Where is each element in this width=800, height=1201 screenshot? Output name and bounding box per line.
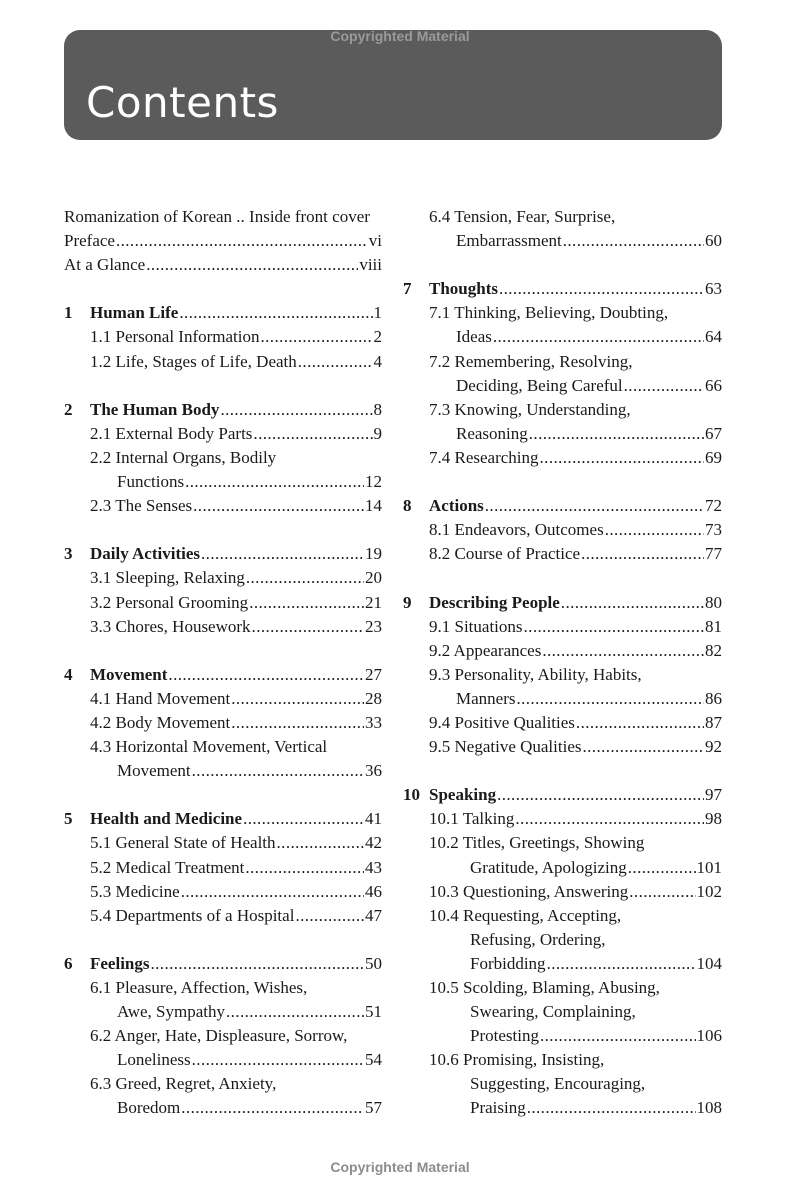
dot-leader (243, 807, 364, 831)
toc-entry[interactable] (64, 205, 382, 229)
dot-leader (576, 711, 704, 735)
page-number: 82 (705, 640, 722, 660)
dot-leader (192, 1048, 364, 1072)
chapter-number: 2 (64, 399, 73, 419)
toc-entry[interactable] (64, 350, 382, 374)
section-gap (64, 783, 382, 807)
dot-leader (624, 374, 704, 398)
page-number: 86 (705, 688, 722, 708)
entry-title: 3.3 Chores, Housework (90, 616, 251, 636)
page-number: 2 (373, 327, 382, 347)
entry-title: Human Life (90, 303, 179, 323)
toc-entry[interactable] (403, 229, 722, 253)
entry-title: 10.4 Requesting, Accepting, (429, 905, 622, 925)
entry-title: 7.2 Remembering, Resolving, (429, 351, 633, 371)
page-number: 66 (705, 375, 722, 395)
dot-leader (628, 856, 696, 880)
entry-title: 4.3 Horizontal Movement, Vertical (90, 737, 328, 757)
section-gap (403, 759, 722, 783)
toc-entry[interactable] (64, 856, 382, 880)
entry-title: 3.2 Personal Grooming (90, 592, 249, 612)
chapter-number: 9 (403, 592, 412, 612)
dot-leader (298, 350, 373, 374)
entry-title: Swearing, Complaining, (470, 1002, 636, 1022)
dot-leader (542, 639, 704, 663)
toc-entry[interactable] (64, 831, 382, 855)
entry-title: 6.2 Anger, Hate, Displeasure, Sorrow, (90, 1026, 348, 1046)
toc-entry[interactable] (403, 374, 722, 398)
dot-leader (220, 398, 372, 422)
toc-entry[interactable] (64, 566, 382, 590)
page-number: 9 (373, 423, 382, 443)
toc-chapter-entry[interactable] (64, 398, 382, 422)
toc-entry[interactable] (403, 350, 722, 374)
entry-title: Protesting (470, 1026, 539, 1046)
section-gap (403, 470, 722, 494)
toc-entry[interactable] (403, 735, 722, 759)
entry-title: 10.6 Promising, Insisting, (429, 1050, 605, 1070)
entry-title: 5.2 Medical Treatment (90, 857, 245, 877)
entry-title: Functions (117, 472, 185, 492)
toc-entry[interactable] (403, 542, 722, 566)
dot-leader (249, 591, 364, 615)
toc-entry[interactable] (64, 759, 382, 783)
page-number: 1 (373, 303, 382, 323)
entry-title: 9.3 Personality, Ability, Habits, (429, 664, 642, 684)
entry-title: Praising (470, 1098, 526, 1118)
entry-title: 4.1 Hand Movement (90, 688, 231, 708)
toc-entry[interactable] (403, 518, 722, 542)
dot-leader (515, 807, 704, 831)
dot-leader (561, 591, 704, 615)
page-number: 20 (365, 568, 382, 588)
toc-entry[interactable] (64, 253, 382, 277)
page-number: 57 (365, 1098, 382, 1118)
toc-entry[interactable] (64, 880, 382, 904)
page-number: 104 (696, 953, 722, 973)
page-number: 12 (365, 472, 382, 492)
entry-title: 5.1 General State of Health (90, 833, 276, 853)
page-number: 60 (705, 231, 722, 251)
toc-chapter-entry[interactable] (64, 663, 382, 687)
chapter-number: 1 (64, 303, 73, 323)
page-number: 47 (365, 905, 382, 925)
toc-chapter-entry[interactable] (403, 494, 722, 518)
contents-header-banner (64, 30, 722, 140)
entry-title: The Human Body (90, 399, 220, 419)
chapter-number: 7 (403, 279, 412, 299)
entry-title: 1.2 Life, Stages of Life, Death (90, 351, 297, 371)
page-number: 97 (705, 785, 722, 805)
watermark-top: Copyrighted Material (330, 28, 470, 44)
entry-title: Awe, Sympathy (117, 1002, 225, 1022)
entry-title: 6.4 Tension, Fear, Surprise, (429, 207, 616, 226)
toc-entry[interactable] (403, 711, 722, 735)
dot-leader (529, 422, 704, 446)
dot-leader (540, 1024, 696, 1048)
page-number: 72 (705, 496, 722, 516)
entry-title: 10.1 Talking (429, 809, 515, 829)
page-title: Contents (86, 78, 279, 127)
toc-entry[interactable] (64, 422, 382, 446)
entry-title: At a Glance (64, 255, 146, 275)
entry-title: Thoughts (429, 279, 498, 299)
toc-entry[interactable] (403, 422, 722, 446)
toc-entry[interactable] (64, 1096, 382, 1120)
toc-entry[interactable] (403, 615, 722, 639)
page-number: 63 (705, 279, 722, 299)
entry-title: 3.1 Sleeping, Relaxing (90, 568, 245, 588)
dot-leader (192, 759, 364, 783)
page-number: 92 (705, 737, 722, 757)
entry-title: 9.2 Appearances (429, 640, 542, 660)
section-gap (64, 277, 382, 301)
entry-title: 2.1 External Body Parts (90, 423, 253, 443)
entry-title: 8.2 Course of Practice (429, 544, 581, 564)
toc-entry[interactable] (403, 687, 722, 711)
toc-entry[interactable] (403, 807, 722, 831)
entry-title: 6.1 Pleasure, Affection, Wishes, (90, 978, 308, 997)
toc-entry[interactable] (403, 831, 722, 855)
chapter-number: 3 (64, 544, 73, 564)
toc-entry[interactable] (403, 904, 722, 928)
section-gap (64, 928, 382, 952)
toc-entry[interactable] (64, 470, 382, 494)
page-number: 101 (696, 857, 722, 877)
page-number: 51 (365, 1002, 382, 1022)
entry-title: 1.1 Personal Information (90, 327, 260, 347)
page-number: 41 (365, 809, 382, 829)
toc-entry[interactable] (64, 976, 382, 1000)
section-gap (64, 374, 382, 398)
dot-leader (252, 615, 364, 639)
toc-entry[interactable] (64, 494, 382, 518)
page-number: 73 (705, 520, 722, 540)
toc-entry[interactable] (403, 1024, 722, 1048)
dot-leader (493, 325, 704, 349)
toc-entry[interactable] (64, 1000, 382, 1024)
toc-entry[interactable] (64, 904, 382, 928)
entry-title: 5.3 Medicine (90, 881, 180, 901)
toc-entry[interactable] (64, 229, 382, 253)
toc-column-left (64, 205, 382, 1121)
page-number: 87 (705, 712, 722, 732)
page-number: 54 (365, 1050, 382, 1070)
page-number: 102 (696, 881, 722, 901)
chapter-number: 5 (64, 809, 73, 829)
page-number: 106 (696, 1026, 722, 1046)
page-number: 43 (365, 857, 382, 877)
section-gap (64, 518, 382, 542)
entry-title: 4.2 Body Movement (90, 712, 231, 732)
page-number: 42 (365, 833, 382, 853)
page-number: 8 (373, 399, 382, 419)
watermark-bottom: Copyrighted Material (330, 1159, 470, 1175)
chapter-number: 8 (403, 496, 412, 516)
entry-title: Reasoning (456, 423, 528, 443)
entry-title: Loneliness (117, 1050, 191, 1070)
toc-chapter-entry[interactable] (403, 783, 722, 807)
entry-title: Suggesting, Encouraging, (470, 1074, 646, 1094)
toc-entry[interactable] (64, 1024, 382, 1048)
toc-column-right (403, 205, 722, 1121)
toc-entry[interactable] (403, 205, 722, 229)
entry-title: 7.4 Researching (429, 447, 539, 467)
entry-title: 9.5 Negative Qualities (429, 737, 582, 757)
dot-leader (151, 952, 365, 976)
dot-leader (583, 735, 705, 759)
entry-title: Boredom (117, 1098, 181, 1118)
page-number: 108 (696, 1098, 722, 1118)
toc-entry[interactable] (403, 1048, 722, 1072)
dot-leader (277, 831, 364, 855)
entry-title: Preface (64, 231, 115, 251)
dot-leader (295, 904, 364, 928)
entry-title: Movement (117, 761, 191, 781)
toc-entry[interactable] (403, 1000, 722, 1024)
page-number: 33 (365, 712, 382, 732)
page-number: vi (368, 231, 382, 251)
dot-leader (499, 277, 704, 301)
dot-leader (246, 566, 364, 590)
entry-title: Daily Activities (90, 544, 201, 564)
page-number: 50 (365, 953, 382, 973)
dot-leader (547, 952, 696, 976)
page-number: 14 (365, 496, 382, 516)
toc-chapter-entry[interactable] (64, 301, 382, 325)
entry-title: Refusing, Ordering, (470, 929, 606, 949)
dot-leader (497, 783, 704, 807)
toc-entry[interactable] (403, 639, 722, 663)
entry-title: Movement (90, 664, 168, 684)
toc-entry[interactable] (64, 615, 382, 639)
toc-entry[interactable] (403, 301, 722, 325)
dot-leader (524, 615, 704, 639)
entry-title: Health and Medicine (90, 809, 243, 829)
dot-leader (116, 229, 368, 253)
entry-title: 7.1 Thinking, Believing, Doubting, (429, 303, 669, 323)
dot-leader (168, 663, 364, 687)
dot-leader (527, 1096, 696, 1120)
dot-leader (231, 687, 364, 711)
entry-title: 6.3 Greed, Regret, Anxiety, (90, 1074, 277, 1094)
dot-leader (540, 446, 704, 470)
toc-entry[interactable] (64, 687, 382, 711)
page-number: 80 (705, 592, 722, 612)
toc-entry[interactable] (403, 880, 722, 904)
toc-entry[interactable] (403, 1096, 722, 1120)
page-number: 27 (365, 664, 382, 684)
section-gap (403, 566, 722, 590)
entry-title: 9.1 Situations (429, 616, 523, 636)
dot-leader (185, 470, 364, 494)
dot-leader (581, 542, 704, 566)
dot-leader (179, 301, 372, 325)
page-number: 19 (365, 544, 382, 564)
entry-title: Gratitude, Apologizing (470, 857, 627, 877)
dot-leader (231, 711, 364, 735)
page-number: 23 (365, 616, 382, 636)
toc-entry[interactable] (64, 1048, 382, 1072)
dot-leader (181, 880, 364, 904)
dot-leader (146, 253, 358, 277)
toc-entry[interactable] (64, 591, 382, 615)
chapter-number: 10 (403, 785, 420, 805)
toc-entry[interactable] (64, 1072, 382, 1096)
page-number: 4 (373, 351, 382, 371)
page-number: 81 (705, 616, 722, 636)
entry-title: 7.3 Knowing, Understanding, (429, 399, 631, 419)
dot-leader (261, 325, 373, 349)
toc-entry[interactable] (403, 663, 722, 687)
entry-title: Describing People (429, 592, 560, 612)
entry-title: 2.3 The Senses (90, 496, 193, 516)
dot-leader (193, 494, 364, 518)
toc-entry[interactable] (403, 1072, 722, 1096)
toc-chapter-entry[interactable] (64, 952, 382, 976)
entry-title: Speaking (429, 785, 497, 805)
toc-entry[interactable] (64, 325, 382, 349)
dot-leader (226, 1000, 364, 1024)
page-number: 98 (705, 809, 722, 829)
entry-title: Actions (429, 496, 484, 516)
dot-leader (516, 687, 704, 711)
dot-leader (181, 1096, 364, 1120)
toc-entry[interactable] (64, 735, 382, 759)
entry-title: 10.5 Scolding, Blaming, Abusing, (429, 978, 660, 997)
section-gap (403, 253, 722, 277)
page-number: 28 (365, 688, 382, 708)
toc-entry[interactable] (403, 856, 722, 880)
toc-entry[interactable] (403, 976, 722, 1000)
entry-title: Ideas (456, 327, 492, 347)
page-number: 21 (365, 592, 382, 612)
page-number: 46 (365, 881, 382, 901)
chapter-number: 4 (64, 664, 73, 684)
entry-title: 10.2 Titles, Greetings, Showing (429, 833, 645, 853)
page-number: 64 (705, 327, 722, 347)
toc-entry[interactable] (64, 711, 382, 735)
entry-title: Romanization of Korean .. Inside front cover (64, 207, 370, 226)
page-number: 36 (365, 761, 382, 781)
dot-leader (253, 422, 372, 446)
page-number: viii (359, 255, 382, 275)
toc-entry[interactable] (403, 446, 722, 470)
entry-title: Embarrassment (456, 231, 562, 251)
entry-title: Feelings (90, 953, 150, 973)
entry-title: Deciding, Being Careful (456, 375, 623, 395)
section-gap (64, 639, 382, 663)
entry-title: 10.3 Questioning, Answering (429, 881, 629, 901)
toc-chapter-entry[interactable] (64, 542, 382, 566)
dot-leader (245, 856, 364, 880)
page-number: 77 (705, 544, 722, 564)
entry-title: 2.2 Internal Organs, Bodily (90, 447, 277, 467)
dot-leader (201, 542, 364, 566)
page-number: 69 (705, 447, 722, 467)
toc-entry[interactable] (403, 928, 722, 952)
entry-title: 5.4 Departments of a Hospital (90, 905, 295, 925)
toc-chapter-entry[interactable] (403, 277, 722, 301)
toc-entry[interactable] (64, 446, 382, 470)
page-number: 67 (705, 423, 722, 443)
entry-title: 9.4 Positive Qualities (429, 712, 575, 732)
toc-entry[interactable] (403, 325, 722, 349)
dot-leader (605, 518, 704, 542)
entry-title: Manners (456, 688, 516, 708)
dot-leader (563, 229, 704, 253)
entry-title: Forbidding (470, 953, 546, 973)
toc-entry[interactable] (403, 398, 722, 422)
dot-leader (629, 880, 695, 904)
toc-entry[interactable] (403, 952, 722, 976)
toc-chapter-entry[interactable] (403, 591, 722, 615)
chapter-number: 6 (64, 953, 73, 973)
toc-chapter-entry[interactable] (64, 807, 382, 831)
dot-leader (485, 494, 704, 518)
entry-title: 8.1 Endeavors, Outcomes (429, 520, 604, 540)
